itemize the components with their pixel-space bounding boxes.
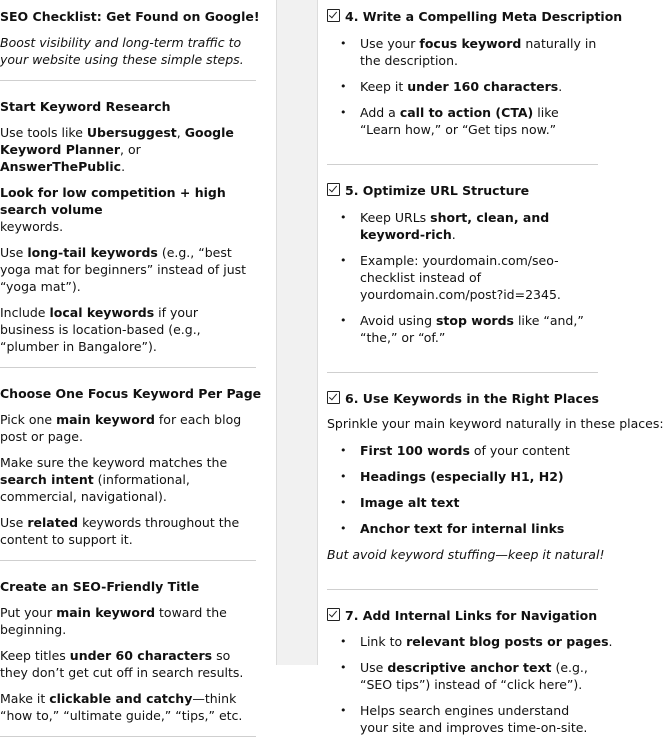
list-item: • Anchor text for internal links <box>327 520 598 537</box>
list-item: • Headings (especially H1, H2) <box>327 468 598 485</box>
list-item: • Avoid using stop words like “and,” “the,” or “of.” <box>327 312 598 346</box>
checkbox-checked-icon <box>327 9 340 22</box>
document-title: SEO Checklist: Get Found on Google! <box>0 9 260 24</box>
focus-keyword-point-1: Pick one main keyword for each blog post or page. <box>0 412 242 444</box>
intro-text: Boost visibility and long-term traffic to your website using these simple steps. <box>0 35 244 67</box>
list-item: • Keep URLs short, clean, and keyword-rich. <box>327 209 598 243</box>
list-item: • Image alt text <box>327 494 598 511</box>
list-item: • Use your focus keyword naturally in the description. <box>327 35 598 69</box>
title-point-1: Put your main keyword toward the beginning. <box>0 605 227 637</box>
list-item: • Use descriptive anchor text (e.g., “SEO tips”) instead of “click here”). <box>327 659 598 693</box>
section-heading-keyword-research: Start Keyword Research <box>0 99 171 114</box>
list-item: • Example: yourdomain.com/seo-checklist instead of yourdomain.com/post?id=2345. <box>327 252 598 303</box>
section-heading-keyword-placement: 6. Use Keywords in the Right Places <box>327 391 598 406</box>
section-heading-meta-description: 4. Write a Compelling Meta Description <box>327 9 598 24</box>
focus-keyword-point-3: Use related keywords throughout the content to support it. <box>0 515 240 547</box>
long-tail-text: Use long-tail keywords (e.g., “best yoga mat for beginners” instead of just “yoga mat”). <box>0 245 247 294</box>
checkbox-checked-icon <box>327 391 340 404</box>
keyword-stuffing-note: But avoid keyword stuffing—keep it natural! <box>327 547 605 562</box>
list-item: • Helps search engines understand your site and improves time-on-site. <box>327 702 598 736</box>
list-item: • First 100 words of your content <box>327 442 598 459</box>
local-keywords-text: Include local keywords if your business is location-based (e.g., “plumber in Bangalore”). <box>0 305 201 354</box>
focus-keyword-point-2: Make sure the keyword matches the search intent (informational, commercial, navigational). <box>0 455 228 504</box>
checkbox-checked-icon <box>327 183 340 196</box>
list-item: • Link to relevant blog posts or pages. <box>327 633 598 650</box>
title-point-2: Keep titles under 60 characters so they don’t get cut off in search results. <box>0 648 244 680</box>
keyword-placement-intro: Sprinkle your main keyword naturally in these places: <box>327 416 664 431</box>
document-page-right[interactable] <box>317 0 664 735</box>
keyword-tools-text: Use tools like Ubersuggest, Google Keyword Planner, or AnswerThePublic. <box>0 125 234 174</box>
section-heading-seo-title: Create an SEO-Friendly Title <box>0 579 200 594</box>
list-item: • Keep it under 160 characters. <box>327 78 598 95</box>
document-page-left[interactable] <box>0 0 277 723</box>
title-point-3: Make it clickable and catchy—think “how to,” “ultimate guide,” “tips,” etc. <box>0 691 243 723</box>
list-item: • Add a call to action (CTA) like “Learn how,” or “Get tips now.” <box>327 104 598 138</box>
low-competition-text: Look for low competition + high search volume keywords. <box>0 185 226 234</box>
section-heading-focus-keyword: Choose One Focus Keyword Per Page <box>0 386 262 401</box>
page-gutter <box>276 0 317 665</box>
checkbox-checked-icon <box>327 608 340 621</box>
section-heading-internal-links: 7. Add Internal Links for Navigation <box>327 608 598 623</box>
section-heading-url-structure: 5. Optimize URL Structure <box>327 183 598 198</box>
